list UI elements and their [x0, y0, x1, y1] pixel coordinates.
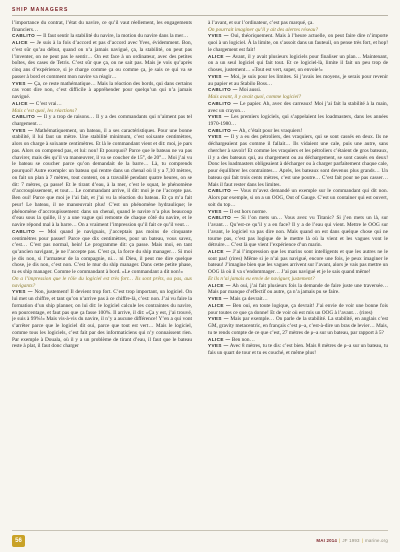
- paragraph-text: Le papier. Ah, avec des carreaux! Moi j’ai fait la stabilité à la main, avec un crayon…: [208, 100, 388, 114]
- dialogue-paragraph: [208, 337, 388, 344]
- speaker-name: CABLITO —: [208, 100, 239, 106]
- speaker-name: YVES —: [208, 208, 229, 214]
- paragraph-text: J’ai l’impression que les marins sont intelligents et que les autres ne le sont pas! (rires) Même si je n’ai pas navigué, encore une fois, je peux imaginer le bateau! J’imagine bien que les vagues arrivent sur l’avant, alors je vais pas mettre un OOG là où il va s’endommager… J’ai pas navigué et je le sais quand même!: [208, 248, 388, 276]
- dialogue-paragraph: [12, 101, 192, 108]
- speaker-name: CABLITO —: [208, 188, 239, 194]
- dialogue-paragraph: [208, 303, 388, 316]
- paragraph-text: On a l’impression que le rôle du logiciel est très fort… Ils sont prêts, ou pas, aux navigants?: [12, 275, 192, 289]
- dialogue-paragraph: [12, 128, 192, 229]
- journal-number: JF 1993: [342, 538, 360, 543]
- interviewer-question: [208, 276, 388, 283]
- right-column: [208, 20, 388, 530]
- dialogue-paragraph: [208, 209, 388, 216]
- dialogue-paragraph: [12, 40, 192, 80]
- interviewer-question: [12, 276, 192, 289]
- speaker-name: YVES —: [208, 73, 229, 79]
- paragraph-text: Mais avant, il y avait quoi, comme logiciel?: [208, 94, 302, 101]
- archive-label: marine.org: [365, 538, 388, 543]
- dialogue-paragraph: [208, 87, 388, 94]
- interviewer-question: [208, 94, 388, 101]
- dialogue-paragraph: [208, 128, 388, 135]
- paragraph-text: C’est vrai…: [35, 100, 62, 107]
- paragraph-text: Moi quand je naviguais, j’acceptais pas moins de cinquante centimètres pour passer! Parce que dix centimètres, pour un bateau, vous savez, c’est… C’est pas normal, hein! Le programme dit: ça passe. Mais moi, en tant qu’ancien navigant, je ne l’accepte pas. C’est ça, la force du ship manager… Si moi je dis non, si l’armateur de la compagnie, ni… ni Dieu, il peut me dire quelque chose, je dis non, c’est non. C’est le mur du ship manager. Dans cette petite phase, tu es ship manager. Comme le commandant à bord. «Le commandant a dit non!»: [12, 228, 192, 276]
- paragraph-text: Moi aussi.: [239, 87, 262, 94]
- dialogue-paragraph: [12, 114, 192, 127]
- speaker-name: CABLITO —: [208, 215, 239, 221]
- speaker-name: CABLITO —: [12, 228, 45, 234]
- paragraph-text: Non, justement! Il devient trop fort. C’est trop important, un logiciel. On lui met un chiffre, et tant qu’on n’arrive pas à ce chiffre-là, c’est: non. J’ai vu faire la formation d’un ship planner, on lui dit: le logiciel calcule les contraintes du navire, en pourcentage, et faut pas que ça fasse 100%. Il arrive, il dit: «Ça y est, j’ai trouvé, je suis à 99%!» Mais vis-à-vis du navire, il n’y a aucune différence! Y’en a qui vont s’arrêter parce que le logiciel dit oui, parce que tout est vert… Mais le logiciel, comme tous les logiciels, c’est fait par des informaticiens qui n’y connaissent rien. Par exemple à Douala, où il y a un problème de tirant d’eau, il faut que le bateau reste à plat, il faut donc charger: [12, 289, 192, 350]
- paragraph-text: Il est hors norme.: [229, 208, 267, 215]
- paragraph-text: Il y a trop de raisons… Il y a des commandants qui n’aiment pas tel chargement…: [12, 114, 192, 128]
- paragraph-text: Avant, il y avait plusieurs logiciels pour finaliser un plan… Maintenant, on a un seul logiciel qui fait tout. Et ce logiciel-là, limite il fait un peu trop de choses, justement… «Tout est vert, super, on envoie!»: [208, 53, 388, 74]
- dialogue-paragraph: [208, 33, 388, 53]
- dialogue-paragraph: [12, 229, 192, 276]
- speaker-name: YVES —: [208, 343, 229, 349]
- paragraph-text: Les premiers logiciels, qui s’appelaient les loadmasters, dans les années 1970-1980…: [208, 114, 388, 128]
- paragraph-text: l’importance du contrat, l’état du navire, ce qu’il vaut réellement, les engagements financiers…: [12, 20, 192, 33]
- paragraph-text: Avec 8 mètres, tu te dis: c’est bien. Mais 8 mètres de ρ–a sur un bateau, tu fais un quart de tour et tu es couché, et même plus!: [208, 343, 388, 356]
- speaker-name: YVES —: [208, 134, 230, 140]
- dialogue-paragraph: [12, 289, 192, 350]
- paragraph-text: Oui, théoriquement. Mais à l’heure actuelle, on peut faire dire n’importe quoi à un logiciel. À la limite, on s’assoit dans un fauteuil, on pense très fort, et hop! le chargement est fait!: [208, 33, 388, 53]
- paragraph-text: Ah, c’était pour les vraquiers!: [238, 127, 303, 134]
- paragraph-text: Ça, ce reste mathématique… Mais la réaction des bords, qui dans certains cas vont dire non, c’est difficile à appréhender pour quelqu’un qui n’a jamais navigué.: [12, 80, 192, 101]
- speaker-name: ALICE —: [208, 302, 231, 308]
- paragraph-text: Il faut sentir la stabilité du navire, la motion du navire dans la mer…: [43, 33, 189, 40]
- paragraph-text: Ah oui, j’ai fait plusieurs fois la demande de faire juste une traversée… Mais par manque d’effectif ou autre, ça n’a jamais pu se faire.: [208, 282, 388, 296]
- dialogue-paragraph: [208, 188, 388, 208]
- paragraph-text: On pourrait imaginer qu’il y ait des alertes réseau?: [208, 26, 319, 33]
- dialogue-paragraph: [208, 101, 388, 114]
- dialogue-paragraph: [208, 54, 388, 74]
- article-body: [12, 20, 388, 530]
- page-footer: [0, 530, 400, 552]
- speaker-name: YVES —: [208, 296, 229, 302]
- dialogue-paragraph: [208, 74, 388, 87]
- left-column: [12, 20, 192, 530]
- issue-date: MAI 2014: [316, 538, 338, 543]
- paragraph-text: Mais c’est quoi, les réactions?: [12, 107, 77, 114]
- paragraph-text: Ben oui, en toute logique, ça devrait! J’ai envie de voir une bonne fois pour toutes ce que ça donne! Et de voir où est mis un OOG à l’avant… (rires): [208, 302, 388, 316]
- paragraph-text: Je suis à la fois d’accord et pas d’accord avec Yves, évidemment. Bon, c’est sûr qu’au début, quand on n’a jamais navigué, ça, la stabilité, on peut pas l’inventer, on ne peut pas le sentir… On est face à un ordinateur, avec des petites boîtes, des cases de Tetris. C’est sûr que ça, on ne sait pas. Mais je vois qu’après cinq ans d’expérience, si je charge comme ça ou comme ça, je sais ce qui va se passer à bord et comment mon navire va réagir…: [12, 40, 192, 80]
- dialogue-paragraph: [208, 249, 388, 276]
- speaker-name: YVES —: [12, 127, 34, 133]
- speaker-name: CABLITO —: [208, 87, 238, 93]
- paragraph-text: Vous m’avez demandé un exemple sur le commandant qui dit non. Alors par exemple, si on a un OOG, Out of Gauge. C’est un container qui est ouvert, soit du top…: [208, 188, 388, 208]
- footer-rule: [12, 530, 388, 531]
- speaker-name: ALICE —: [12, 100, 35, 106]
- paragraph-text: Mais par exemple… On parle de la stabilité. La stabilité, en anglais c’est GM, gravity metacentric, en français c’est ρ–a, c’est-à-dire un bras de levier… Mais, tu te rends compte de ce que c’est, 27 mètres de ρ–a sur un bateau, par rapport à 5?: [208, 316, 388, 336]
- header-rule: [12, 15, 388, 16]
- speaker-name: ALICE —: [208, 336, 231, 342]
- paragraph-text: à l’avant, et sur l’ordinateur, c’est pas marqué, ça.: [208, 20, 314, 26]
- dialogue-paragraph: [208, 134, 388, 188]
- paragraph-text: Mathématiquement, un bateau, il a ses caractéristiques. Pour une bonne stabilité, il lui faut un mètre. Une stabilité minimum, c’est soixante centimètres, alors on charge à soixante centimètres. Et là le commandant vient et dit: moi, je pars pas. Alors on comprend pas, et lui: non! Et pourquoi? Parce que le bateau ne va pas chavirer, mais dès qu’il va manœuvrer, il va se coucher de 15°, de 20°… Moi j’ai vu le bateau se coucher parce qu’on demandait de la barre… Là, tu comprends pourquoi! Autre exemple: un bateau qui rentre dans un chenal où il y a 7,10 mètres, on fait un plan à 7 mètres, tout content, on a travaillé pendant quatre heures, on se dit: 7 mètres, ça passe! Et le tirant d’eau, à la mer, c’est le squat, le phénomène d’accroupissement, et tout… Le commandant arrive, il dit: moi je ne l’accepte pas. Ben oui! Parce que moi je l’ai fait, et j’ai vu la réaction du bateau. Et ça m’a fait peur! Le bateau, il ne manœuvrait plus! C’est un phénomène hydraulique; le phénomène d’accroupissement: dans un chenal, quand le navire n’a plus beaucoup d’eau sous la quille, il y a une vague qui remonte de chaque côté du navire, et le navire répond mal à la barre… On a vraiment l’impression qu’il fait ce qu’il veut…: [12, 127, 192, 229]
- dialogue-paragraph: [208, 215, 388, 249]
- dialogue-paragraph: [12, 81, 192, 101]
- speaker-name: YVES —: [208, 33, 229, 39]
- speaker-name: CABLITO —: [12, 33, 42, 39]
- dialogue-paragraph: [208, 20, 388, 27]
- paragraph-text: Moi, je suis pour les limites. Si j’avais les moyens, je serais pour revenir au papier et au Stabilo Boss…: [208, 73, 388, 87]
- issue-info: [316, 538, 388, 543]
- speaker-name: CABLITO —: [12, 114, 43, 120]
- dialogue-paragraph: [208, 283, 388, 296]
- speaker-name: ALICE —: [12, 40, 35, 46]
- page-number: 56: [12, 535, 25, 547]
- dialogue-paragraph: [208, 316, 388, 336]
- interviewer-question: [12, 108, 192, 115]
- speaker-name: YVES —: [208, 114, 230, 120]
- speaker-name: YVES —: [12, 289, 33, 295]
- footer-separator: |: [339, 538, 341, 543]
- paragraph-text: Si l’on mets un… Vous avez vu Titanic? Si j’en mets un là, sur l’avant… Qu’est-ce qu’il y a en face? Il y a de l’eau qui vient. Mettre le OOG sur l’avant, le logiciel va pas dire non. Mais quand on est dans quelque chose qui ne tourne pas, c’est pas logique de le mettre là où la vient et les vagues vont le détruire… C’est là que vient l’expérience d’un marin.: [208, 215, 388, 249]
- paragraph-text: Et ils n’ai jamais eu envie de naviguer, justement?: [208, 275, 315, 282]
- speaker-name: CABLITO —: [208, 127, 238, 133]
- running-head: SHIP MANAGERS: [12, 7, 69, 13]
- dialogue-paragraph: [208, 296, 388, 303]
- dialogue-paragraph: [208, 114, 388, 127]
- paragraph-text: Mais ça devrait…: [229, 296, 268, 303]
- speaker-name: ALICE —: [208, 282, 231, 288]
- speaker-name: YVES —: [208, 316, 229, 322]
- dialogue-paragraph: [208, 343, 388, 356]
- dialogue-paragraph: [12, 20, 192, 33]
- paragraph-text: Ben non…: [231, 336, 255, 343]
- footer-separator: |: [361, 538, 363, 543]
- speaker-name: ALICE —: [208, 53, 231, 59]
- paragraph-text: Il y a eu des pétroliers, des vraquiers, qui se sont cassés en deux. Ils ne déchargeaient pas comme il fallait… Ils vidaient une cale, puis une autre, sans chercher à savoir! Et comme les vraquiers et les pétroliers c’étaient de gros bateaux, il y a des bateaux qui, au chargement ou au déchargement, se sont cassés en deux! Donc les loadmasters obligeaient à décharger ou à charger parfaitement chaque cale, pour équilibrer les contraintes… Après, les bateaux sont devenus plus grands… Un bateau qui fait trois cents mètres, c’est une poutre… C’est fait pour ne pas casser… Mais il faut rester dans les limites.: [208, 134, 388, 188]
- speaker-name: ALICE —: [208, 248, 231, 254]
- speaker-name: YVES —: [12, 80, 33, 86]
